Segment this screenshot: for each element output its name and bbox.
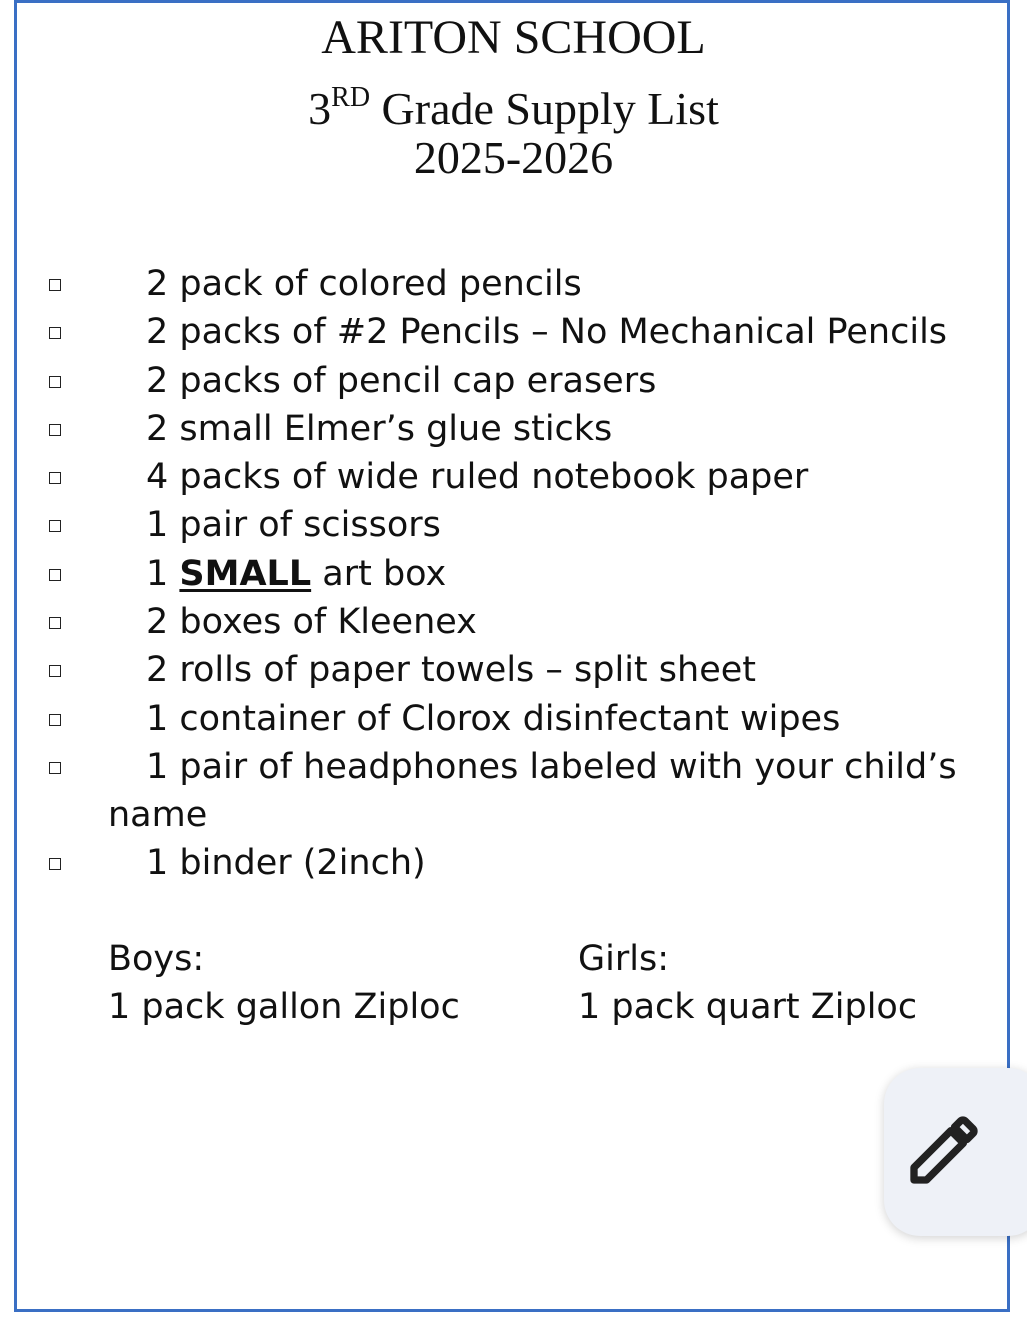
list-item: 2 rolls of paper towels – split sheet [0, 644, 1027, 692]
grade-number: 3 [308, 83, 332, 134]
grade-superscript: RD [331, 82, 371, 113]
boys-item: 1 pack gallon Ziploc [108, 987, 460, 1027]
emphasis-small: SMALL [179, 553, 312, 594]
checkbox[interactable] [49, 520, 61, 532]
checkbox[interactable] [49, 376, 61, 388]
checkbox[interactable] [49, 327, 61, 339]
school-year: 2025-2026 [413, 132, 614, 183]
list-item: 2 pack of colored pencils [0, 258, 1027, 306]
list-item: 1 pair of headphones labeled with your child’s name [0, 741, 1027, 837]
checkbox[interactable] [49, 569, 61, 581]
pencil-icon [944, 1110, 984, 1194]
checkbox[interactable] [49, 424, 61, 436]
girls-label: Girls: [578, 939, 669, 979]
grade-title [0, 70, 1027, 137]
list-item: 1 pair of scissors [0, 499, 1027, 547]
list-item: 2 packs of #2 Pencils – No Mechanical Pencils [0, 306, 1027, 354]
checkbox[interactable] [49, 714, 61, 726]
edit-button[interactable] [884, 1068, 1027, 1236]
list-item: 4 packs of wide ruled notebook paper [0, 451, 1027, 499]
checkbox[interactable] [49, 472, 61, 484]
list-item: 1 binder (2inch) [0, 837, 1027, 885]
checkbox[interactable] [49, 762, 61, 774]
checkbox[interactable] [49, 858, 61, 870]
boys-section [108, 935, 460, 1031]
checkbox[interactable] [49, 617, 61, 629]
list-item: 2 small Elmer’s glue sticks [0, 403, 1027, 451]
checkbox[interactable] [49, 665, 61, 677]
girls-section [578, 935, 917, 1031]
checkbox[interactable] [49, 279, 61, 291]
supply-list [0, 258, 1027, 885]
list-item: 2 boxes of Kleenex [0, 596, 1027, 644]
school-name: ARITON SCHOOL [321, 11, 706, 64]
grade-title-text: Grade Supply List [370, 83, 719, 134]
boys-label: Boys: [108, 939, 205, 979]
girls-item: 1 pack quart Ziploc [578, 987, 918, 1027]
list-item: 1 SMALL art box [0, 548, 1027, 596]
list-item: 2 packs of pencil cap erasers [0, 355, 1027, 403]
list-item: 1 container of Clorox disinfectant wipes [0, 693, 1027, 741]
